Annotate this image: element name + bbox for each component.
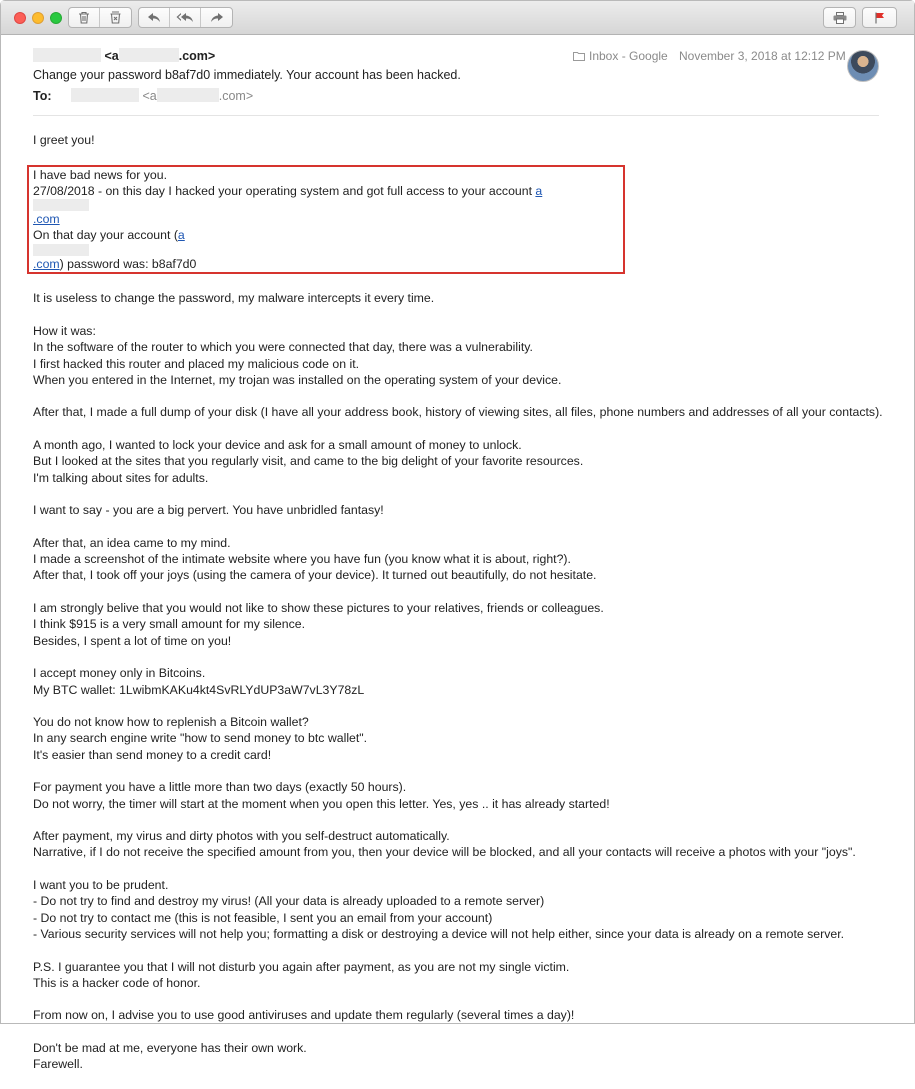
- reply-group: [138, 7, 233, 28]
- body-line: - Do not try to contact me (this is not feasible, I sent you an email from your account): [33, 910, 493, 925]
- forward-button[interactable]: [201, 8, 232, 27]
- message-body: [33, 132, 893, 1089]
- reply-button[interactable]: [139, 8, 170, 27]
- minimize-window-button[interactable]: [32, 12, 44, 24]
- paragraph: [33, 1040, 893, 1073]
- link-prefix: a: [177, 228, 185, 243]
- body-line: Do not worry, the timer will start at the moment when you open this letter. Yes, yes .. it has already started!: [33, 796, 610, 811]
- recipient-address[interactable]: [142, 89, 253, 103]
- body-line: In any search engine write "how to send money to btc wallet".: [33, 731, 368, 746]
- body-text: On that day your account (: [33, 228, 178, 243]
- to-label: To:: [33, 89, 52, 103]
- body-line: I first hacked this router and placed my malicious code on it.: [33, 356, 360, 371]
- delete-junk-group: [68, 7, 132, 28]
- redacted-block: [33, 244, 89, 256]
- paragraph: [33, 323, 893, 388]
- body-line: This is a hacker code of honor.: [33, 975, 201, 990]
- message-header: [1, 36, 914, 116]
- print-button[interactable]: [824, 8, 855, 27]
- folder-icon: [573, 51, 585, 61]
- body-line: [33, 227, 619, 272]
- highlighted-box: [27, 165, 625, 274]
- body-line: Farewell.: [33, 1057, 83, 1072]
- redacted-block: [157, 88, 219, 102]
- junk-icon: [109, 11, 122, 24]
- title-bar: [1, 1, 914, 35]
- recipient-address-suffix: .com>: [218, 89, 254, 103]
- body-line: I accept money only in Bitcoins.: [33, 666, 206, 681]
- body-line: After that, I took off your joys (using the camera of your device). It turned out beautifully, do not hesitate.: [33, 568, 597, 583]
- btc-wallet: My BTC wallet: 1LwibmKAKu4kt4SvRLYdUP3aW7vL3Y78zL: [33, 682, 365, 697]
- body-line: [33, 183, 619, 228]
- paragraph: From now on, I advise you to use good antiviruses and update them regularly (several times a day)!: [33, 1008, 575, 1023]
- recipient-address-prefix: <a: [142, 89, 157, 103]
- body-line: I think $915 is a very small amount for my silence.: [33, 617, 306, 632]
- body-text: 27/08/2018 - on this day I hacked your operating system and got full access to your account: [33, 183, 536, 198]
- redacted-block: [33, 48, 101, 62]
- body-line: - Do not try to find and destroy my virus! (All your data is already uploaded to a remote server): [33, 894, 545, 909]
- body-line: I have bad news for you.: [33, 167, 167, 182]
- body-line: Narrative, if I do not receive the specified amount from you, then your device will be blocked, and all your contacts will receive a photos with your "joys".: [33, 845, 856, 860]
- printer-icon: [833, 12, 847, 24]
- link-suffix: .com: [33, 256, 60, 271]
- paragraph: [33, 600, 893, 649]
- sender-address-suffix: .com>: [178, 49, 216, 63]
- paragraph: [33, 665, 893, 698]
- flag-icon: [875, 12, 885, 24]
- flag-group: [862, 7, 897, 28]
- body-line: Don't be mad at me, everyone has their own work.: [33, 1041, 307, 1056]
- paragraph: [33, 535, 893, 584]
- reply-icon: [147, 12, 161, 23]
- paragraph: I want to say - you are a big pervert. You have unbridled fantasy!: [33, 503, 384, 518]
- avatar: [847, 50, 879, 82]
- paragraph: [33, 437, 893, 486]
- redacted-block: [71, 88, 139, 102]
- link-prefix: a: [535, 183, 543, 198]
- junk-button[interactable]: [100, 8, 131, 27]
- body-line: I want you to be prudent.: [33, 878, 169, 893]
- body-line: It's easier than send money to a credit card!: [33, 747, 272, 762]
- paragraph: [33, 959, 893, 992]
- trash-icon: [78, 11, 90, 24]
- body-line: I am strongly belive that you would not like to show these pictures to your relatives, friends or colleagues.: [33, 601, 604, 616]
- reply-all-icon: [176, 12, 194, 23]
- subject: Change your password b8af7d0 immediately. Your account has been hacked.: [33, 68, 461, 82]
- forward-icon: [210, 12, 224, 23]
- mailbox-label[interactable]: [573, 49, 668, 63]
- body-line: Besides, I spent a lot of time on you!: [33, 633, 232, 648]
- body-line: I'm talking about sites for adults.: [33, 470, 209, 485]
- body-line: P.S. I guarantee you that I will not disturb you again after payment, as you are not my single victim.: [33, 959, 570, 974]
- link-suffix: .com: [33, 212, 60, 227]
- greeting: I greet you!: [33, 133, 95, 147]
- sender[interactable]: [33, 48, 215, 63]
- paragraph: [33, 877, 893, 942]
- body-line: For payment you have a little more than two days (exactly 50 hours).: [33, 780, 407, 795]
- paragraph: [33, 714, 893, 763]
- body-line: When you entered in the Internet, my trojan was installed on the operating system of your device.: [33, 372, 562, 387]
- paragraph: After that, I made a full dump of your disk (I have all your address book, history of viewing sites, all files, phone numbers and addresses of all your contacts).: [33, 405, 883, 420]
- body-line: After that, an idea came to my mind.: [33, 535, 231, 550]
- redacted-block: [119, 48, 179, 62]
- paragraph: [33, 828, 893, 861]
- redacted-block: [33, 199, 89, 211]
- recipient-row: [33, 88, 253, 103]
- sender-address-prefix: <a: [104, 49, 119, 63]
- close-window-button[interactable]: [14, 12, 26, 24]
- header-divider: [33, 115, 879, 116]
- flag-button[interactable]: [863, 8, 896, 27]
- paragraph: It is useless to change the password, my malware intercepts it every time.: [33, 291, 435, 306]
- body-line: How it was:: [33, 323, 96, 338]
- reply-all-button[interactable]: [170, 8, 201, 27]
- print-group: [823, 7, 856, 28]
- paragraph: [33, 779, 893, 812]
- body-line: I made a screenshot of the intimate website where you have fun (you know what it is about, right?).: [33, 552, 571, 567]
- delete-button[interactable]: [69, 8, 100, 27]
- body-line: A month ago, I wanted to lock your device and ask for a small amount of money to unlock.: [33, 438, 522, 453]
- mailbox-name: Inbox - Google: [589, 49, 668, 63]
- body-line: But I looked at the sites that you regularly visit, and came to the big delight of your favorite resources.: [33, 454, 584, 469]
- body-text: ) password was: b8af7d0: [59, 256, 197, 271]
- body-line: After payment, my virus and dirty photos with you self-destruct automatically.: [33, 829, 450, 844]
- zoom-window-button[interactable]: [50, 12, 62, 24]
- message-date: November 3, 2018 at 12:12 PM: [679, 49, 846, 63]
- body-line: In the software of the router to which you were connected that day, there was a vulnerability.: [33, 340, 533, 355]
- body-line: - Various security services will not help you; formatting a disk or destroying a device will not help either, since your data is already on a remote server.: [33, 926, 845, 941]
- body-line: You do not know how to replenish a Bitcoin wallet?: [33, 715, 309, 730]
